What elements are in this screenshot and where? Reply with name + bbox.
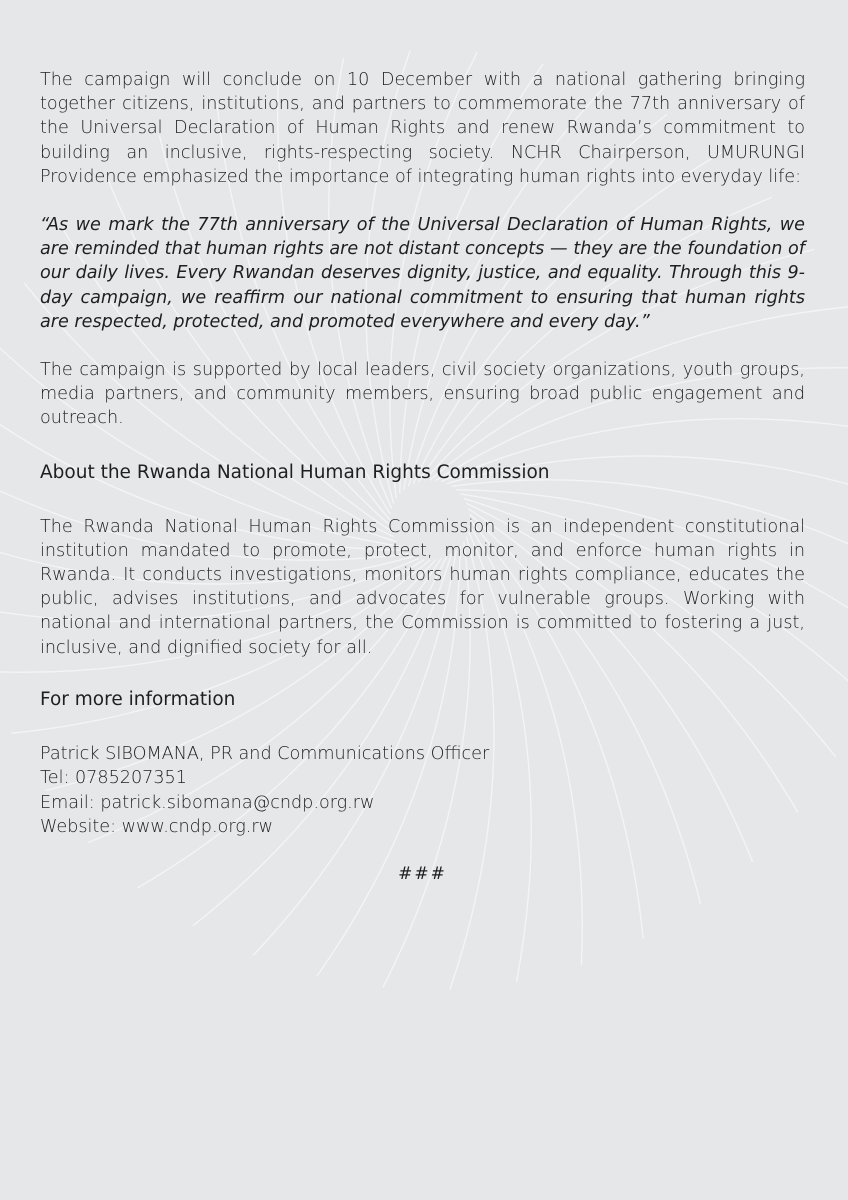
- contact-email: Email: patrick.sibomana@cndp.org.rw: [40, 792, 375, 813]
- chairperson-quote: “As we mark the 77th anniversary of the Universal Declaration of Human Rights, we are reminded that human rights are not distant concepts — they are the foundation of our daily lives. Every Rwandan deserves dignity, justice, and equality. Through this 9-day campaign, we reaffirm our national commitment to ensuring that human rights are respected, protected, and promoted everywhere and every day.”: [40, 215, 805, 332]
- about-paragraph: The Rwanda National Human Rights Commission is an independent constitutional institution mandated to promote, protect, monitor, and enforce human rights in Rwanda. It conducts investigations, monitors human rights compliance, educates the public, advises institutions, and advocates for vulnerable groups. Working with national and international partners, the Commission is committed to fostering a just, inclusive, and dignified society for all.: [40, 516, 805, 658]
- about-heading: About the Rwanda National Human Rights Commission: [40, 461, 550, 483]
- contact-tel: Tel: 0785207351: [40, 768, 187, 789]
- more-info-heading: For more information: [40, 688, 236, 710]
- end-marker: ###: [398, 863, 447, 884]
- contact-block: [40, 742, 805, 840]
- conclusion-paragraph: The campaign will conclude on 10 December with a national gathering bringing together citizens, institutions, and partners to commemorate the 77th anniversary of the Universal Declaration of Human Rights and renew Rwanda’s commitment to building an inclusive, rights-respecting society. NCHR Chairperson, UMURUNGI Providence emphasized the importance of integrating human rights into everyday life:: [40, 70, 805, 187]
- support-paragraph: The campaign is supported by local leaders, civil society organizations, youth groups, media partners, and community members, ensuring broad public engagement and outreach.: [40, 360, 805, 429]
- press-release-page: [40, 68, 805, 884]
- contact-website: Website: www.cndp.org.rw: [40, 817, 274, 838]
- contact-name: Patrick SIBOMANA, PR and Communications Officer: [40, 743, 490, 764]
